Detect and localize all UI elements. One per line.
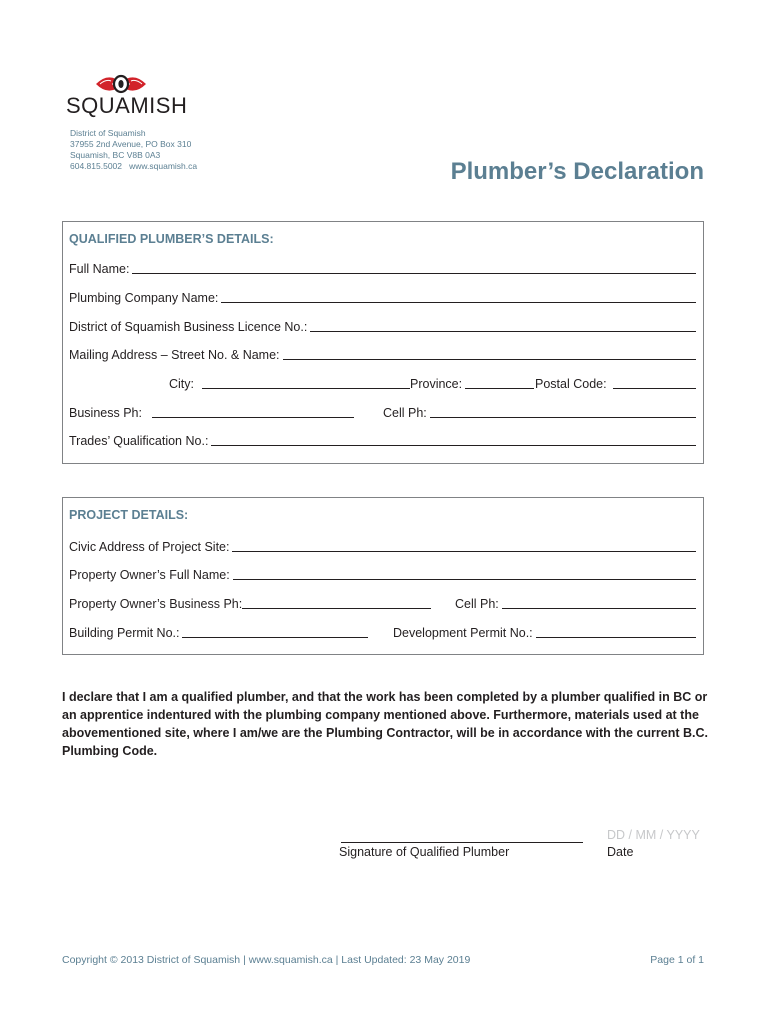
- civic-address-label: Civic Address of Project Site:: [69, 540, 230, 554]
- footer-copyright: Copyright © 2013 District of Squamish | www.squamish.ca | Last Updated: 23 May 2019: [62, 954, 471, 966]
- owner-business-phone-label: Property Owner’s Business Ph:: [69, 597, 243, 611]
- address-block: [70, 128, 197, 172]
- building-permit-label: Building Permit No.:: [69, 626, 180, 640]
- trades-qualification-field[interactable]: [69, 430, 696, 448]
- building-permit-field[interactable]: [69, 622, 368, 640]
- development-permit-label: Development Permit No.:: [393, 626, 533, 640]
- company-name-line[interactable]: [221, 289, 696, 303]
- full-name-field[interactable]: [69, 258, 696, 276]
- logo-wordmark: SQUAMISH: [66, 93, 188, 118]
- page-title: Plumber’s Declaration: [450, 158, 704, 185]
- trades-qualification-label: Trades’ Qualification No.:: [69, 434, 209, 448]
- project-details-heading: PROJECT DETAILS:: [69, 508, 189, 522]
- company-name-field[interactable]: [69, 287, 696, 305]
- full-name-line[interactable]: [132, 260, 696, 274]
- full-name-label: Full Name:: [69, 262, 130, 276]
- address-line-3: Squamish, BC V8B 0A3: [70, 150, 161, 160]
- city-field[interactable]: [169, 373, 410, 391]
- province-line[interactable]: [465, 375, 534, 389]
- trades-qualification-line[interactable]: [211, 432, 696, 446]
- owner-name-label: Property Owner’s Full Name:: [69, 568, 230, 582]
- city-label: City:: [169, 377, 194, 391]
- address-line-1: District of Squamish: [70, 128, 146, 138]
- postal-code-line[interactable]: [613, 375, 696, 389]
- owner-name-field[interactable]: [69, 564, 696, 582]
- civic-address-line[interactable]: [232, 538, 696, 552]
- postal-code-label: Postal Code:: [535, 377, 607, 391]
- owner-cell-phone-field[interactable]: [455, 593, 696, 611]
- page-number: Page 1 of 1: [650, 954, 704, 966]
- mailing-address-field[interactable]: [69, 344, 696, 362]
- address-phone: 604.815.5002: [70, 161, 122, 171]
- address-contact: [70, 161, 197, 172]
- date-label: Date: [607, 845, 634, 859]
- company-name-label: Plumbing Company Name:: [69, 291, 219, 305]
- mailing-address-label: Mailing Address – Street No. & Name:: [69, 348, 280, 362]
- squamish-logo: [66, 74, 188, 118]
- building-permit-line[interactable]: [182, 624, 368, 638]
- mailing-address-line[interactable]: [283, 346, 696, 360]
- business-phone-line[interactable]: [152, 404, 354, 418]
- cell-phone-line[interactable]: [430, 404, 696, 418]
- province-label: Province:: [410, 377, 463, 391]
- signature-line[interactable]: [341, 842, 583, 843]
- city-line[interactable]: [202, 375, 410, 389]
- civic-address-field[interactable]: [69, 536, 696, 554]
- province-field[interactable]: [410, 373, 534, 391]
- squamish-emblem-icon: [94, 74, 148, 94]
- development-permit-line[interactable]: [536, 624, 696, 638]
- plumber-details-heading: QUALIFIED PLUMBER’S DETAILS:: [69, 232, 274, 246]
- cell-phone-field[interactable]: [383, 402, 696, 420]
- business-phone-field[interactable]: [69, 402, 354, 420]
- owner-cell-phone-label: Cell Ph:: [455, 597, 499, 611]
- address-website: www.squamish.ca: [129, 161, 198, 171]
- business-licence-label: District of Squamish Business Licence No.:: [69, 320, 308, 334]
- owner-business-phone-field[interactable]: [69, 593, 431, 611]
- signature-label: Signature of Qualified Plumber: [339, 845, 510, 859]
- declaration-text: I declare that I am a qualified plumber, and that the work has been completed by a plumber qualified in BC or an apprentice indentured with the plumbing company mentioned above. Furthermore, materials used at the abovementioned site, where I am/we are the Plumbing Contractor, will be in accordance with the current B.C. Plumbing Code.: [62, 690, 708, 758]
- address-line-2: 37955 2nd Avenue, PO Box 310: [70, 139, 192, 149]
- owner-name-line[interactable]: [233, 566, 696, 580]
- owner-business-phone-line[interactable]: [242, 595, 431, 609]
- postal-code-field[interactable]: [535, 373, 696, 391]
- plumber-details-section: [62, 221, 704, 464]
- business-phone-label: Business Ph:: [69, 406, 142, 420]
- owner-cell-phone-line[interactable]: [502, 595, 696, 609]
- business-licence-field[interactable]: [69, 316, 696, 334]
- business-licence-line[interactable]: [310, 318, 696, 332]
- cell-phone-label: Cell Ph:: [383, 406, 427, 420]
- date-field[interactable]: DD / MM / YYYY: [607, 828, 700, 842]
- development-permit-field[interactable]: [393, 622, 696, 640]
- project-details-section: [62, 497, 704, 655]
